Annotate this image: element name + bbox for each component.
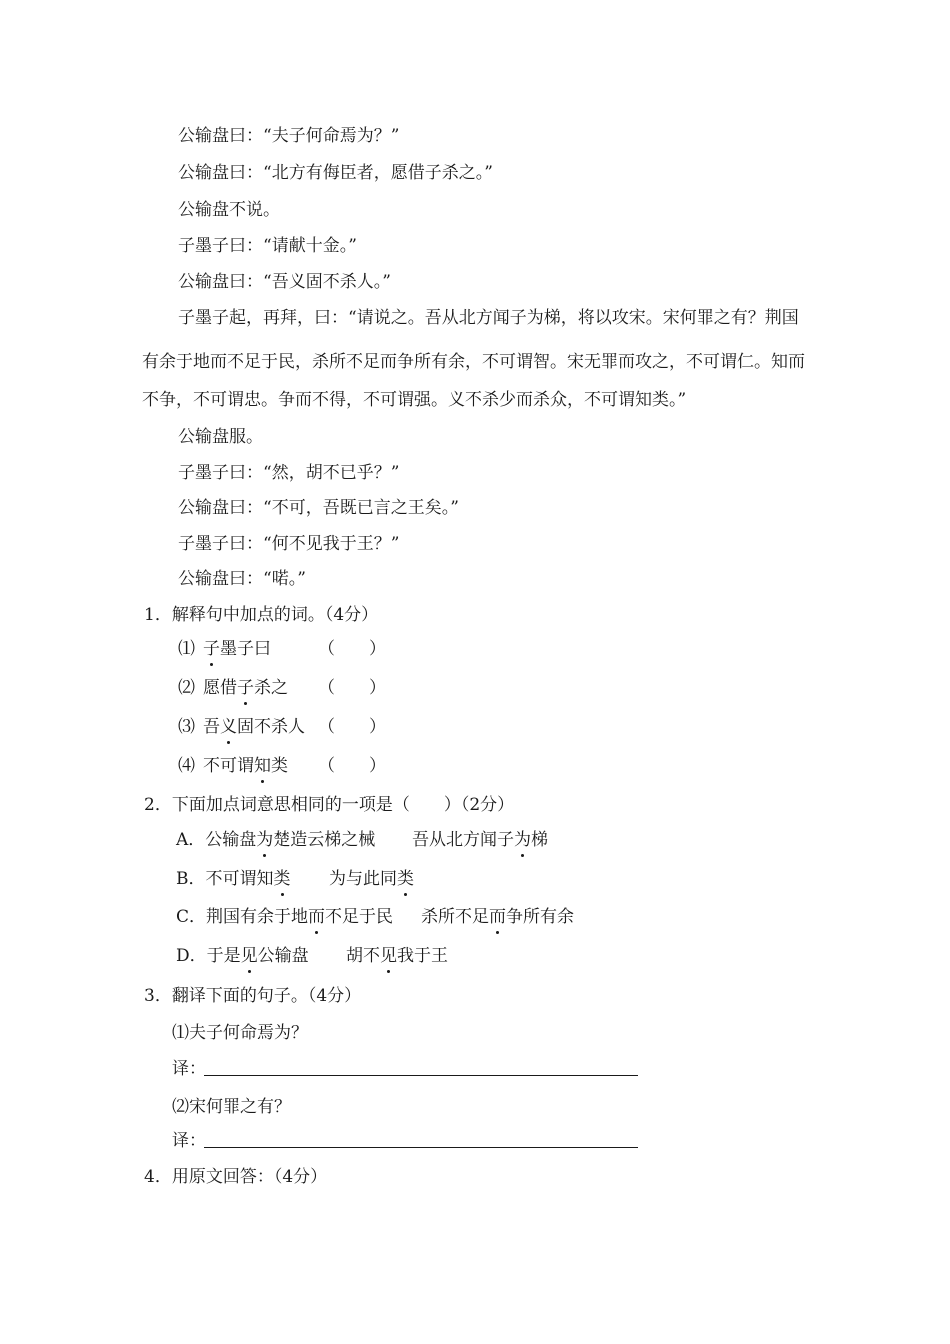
passage-line: 公输盘不说。 xyxy=(178,200,280,220)
answer-parentheses: （ ） xyxy=(318,717,386,737)
item-text-post: 类 xyxy=(271,756,288,776)
q2-option-b-compare xyxy=(329,868,414,890)
option-text: 杀所不足 xyxy=(421,907,489,927)
passage-line: 公输盘曰：“吾义固不杀人。” xyxy=(178,272,391,292)
option-text: 于是 xyxy=(206,946,241,966)
option-letter: D． xyxy=(176,946,207,966)
item-number: ⑴ xyxy=(178,639,195,659)
dotted-word: 知 xyxy=(254,756,271,776)
option-text: 争所有余 xyxy=(506,907,574,927)
answer-line[interactable] xyxy=(204,1075,638,1076)
option-text: 我于王 xyxy=(397,946,448,966)
option-text: 公输盘 xyxy=(257,946,309,966)
question-1-title: 1．解释句中加点的词。（4分） xyxy=(144,605,379,625)
q1-item xyxy=(178,638,271,660)
q1-item xyxy=(178,677,288,699)
q2-option-c xyxy=(176,906,393,928)
item-text-pre: 不可谓 xyxy=(203,756,254,776)
dotted-word: 见 xyxy=(380,946,397,966)
q2-option-d xyxy=(176,945,309,967)
passage-line: 子墨子曰：“何不见我于王？” xyxy=(178,534,400,554)
option-text: 为与此同 xyxy=(329,869,397,889)
passage-line: 公输盘曰：“不可，吾既已言之王矣。” xyxy=(178,498,459,518)
passage-line: 公输盘曰：“夫子何命焉为？” xyxy=(178,126,400,146)
option-letter: A． xyxy=(176,830,206,850)
q3-sentence-1: ⑴夫子何命焉为？ xyxy=(172,1023,308,1043)
q3-sentence-2: ⑵宋何罪之有？ xyxy=(172,1097,291,1117)
q1-item xyxy=(178,716,305,738)
item-number: ⑵ xyxy=(178,678,195,698)
answer-parentheses: （ ） xyxy=(318,756,386,776)
dotted-word: 子 xyxy=(237,678,254,698)
option-letter: C． xyxy=(176,907,207,927)
answer-parentheses: （ ） xyxy=(318,639,386,659)
passage-line: 公输盘曰：“北方有侮臣者，愿借子杀之。” xyxy=(178,163,493,183)
option-text: 吾从北方闻子 xyxy=(412,830,514,850)
answer-line[interactable] xyxy=(204,1147,638,1148)
dotted-word: 为 xyxy=(256,830,274,850)
item-text-pre: 愿借 xyxy=(203,678,237,698)
passage-paragraph-line: 有余于地而不足于民，杀所不足而争所有余，不可谓智。宋无罪而攻之，不可谓仁。知而 xyxy=(142,352,805,372)
option-text: 荆国有余于地 xyxy=(206,907,309,927)
passage-line: 子墨子曰：“然，胡不已乎？” xyxy=(178,463,400,483)
option-text: 楚造云梯之械 xyxy=(273,830,376,850)
dotted-word: 类 xyxy=(273,869,291,889)
dotted-word: 义 xyxy=(220,717,237,737)
translation-label: 译： xyxy=(172,1059,206,1079)
dotted-word: 见 xyxy=(240,946,258,966)
option-text: 梯 xyxy=(531,830,548,850)
q1-item xyxy=(178,755,288,777)
item-text-pre: 吾 xyxy=(203,717,220,737)
passage-line: 公输盘服。 xyxy=(178,427,263,447)
option-text: 不可谓知 xyxy=(205,869,274,889)
question-2-title: 2．下面加点词意思相同的一项是（ ）（2分） xyxy=(144,795,515,815)
dotted-word: 类 xyxy=(397,869,414,889)
dotted-word: 而 xyxy=(489,907,506,927)
option-letter: B． xyxy=(176,869,206,889)
translation-label: 译： xyxy=(172,1131,206,1151)
passage-paragraph-line: 不争，不可谓忠。争而不得，不可谓强。义不杀少而杀众，不可谓知类。” xyxy=(142,390,687,410)
q2-option-a-compare xyxy=(412,829,548,851)
option-text: 不足于民 xyxy=(325,907,394,927)
item-text-post: 固不杀人 xyxy=(237,717,305,737)
item-text-post: 杀之 xyxy=(254,678,288,698)
question-4-title: 4．用原文回答：（4分） xyxy=(144,1167,328,1187)
item-text-post: 墨子曰 xyxy=(220,639,271,659)
item-number: ⑶ xyxy=(178,717,195,737)
question-3-title: 3．翻译下面的句子。（4分） xyxy=(144,986,362,1006)
q2-option-c-compare xyxy=(421,906,574,928)
dotted-word: 而 xyxy=(308,907,326,927)
option-text: 胡不 xyxy=(346,946,380,966)
q2-option-a xyxy=(176,829,375,851)
dotted-word: 子 xyxy=(203,639,220,659)
q2-option-b xyxy=(176,868,291,890)
answer-parentheses: （ ） xyxy=(318,678,386,698)
q2-option-d-compare xyxy=(346,945,448,967)
passage-line: 子墨子曰：“请献十金。” xyxy=(178,236,357,256)
passage-paragraph-line: 子墨子起，再拜，曰：“请说之。吾从北方闻子为梯，将以攻宋。宋何罪之有？荆国 xyxy=(178,308,799,328)
item-number: ⑷ xyxy=(178,756,195,776)
passage-line: 公输盘曰：“喏。” xyxy=(178,569,306,589)
dotted-word: 为 xyxy=(514,830,531,850)
option-text: 公输盘 xyxy=(205,830,257,850)
